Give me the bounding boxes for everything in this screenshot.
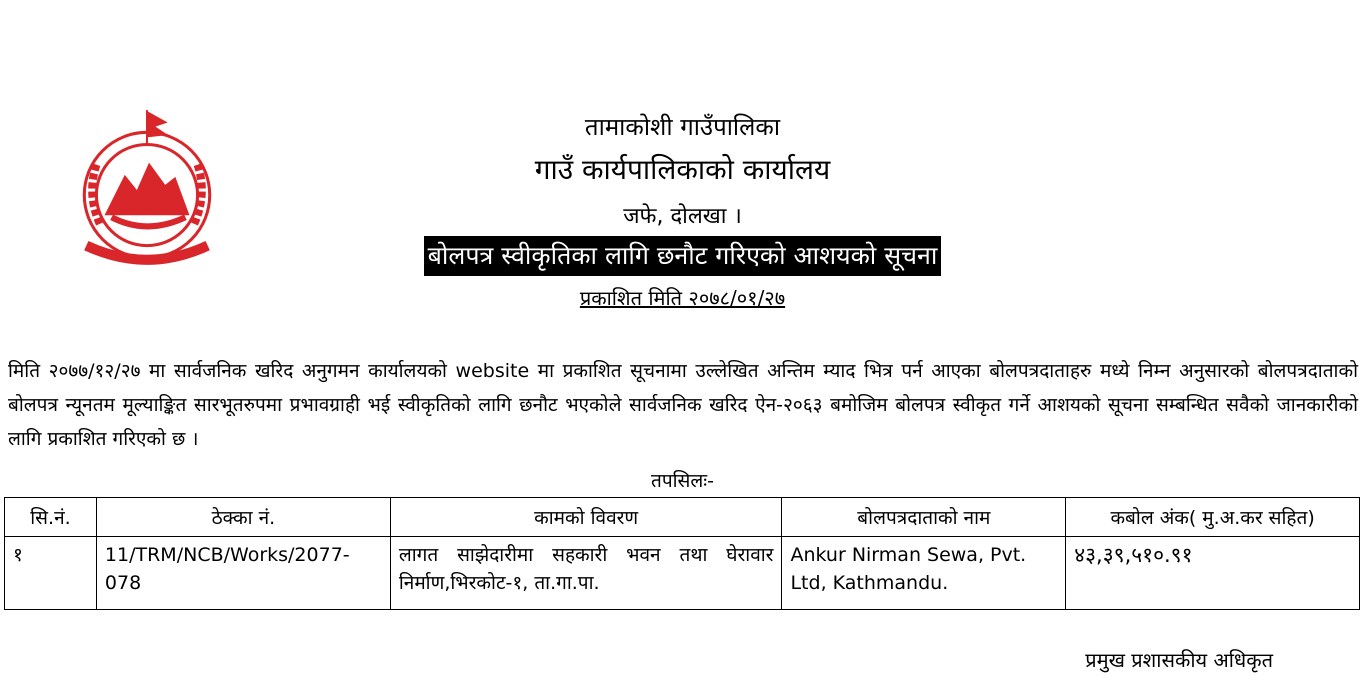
contract-table [4, 497, 1360, 610]
header-bidder-name: बोलपत्रदाताको नाम [782, 498, 1066, 537]
notice-title-wrap [0, 236, 1365, 276]
header-serial: सि.नं. [5, 498, 97, 537]
cell-bid-amount: ४३,३९,५१०.९१ [1066, 537, 1360, 610]
office-address: जफे, दोलखा । [623, 204, 742, 229]
header-work-description: कामको विवरण [390, 498, 782, 537]
published-date: प्रकाशित मिति २०७८/०१/२७ [579, 286, 786, 310]
org-name: तामाकोशी गाउँपालिका [584, 113, 781, 141]
notice-paragraph: मिति २०७७/१२/२७ मा सार्वजनिक खरिद अनुगमन कार्यालयको website मा प्रकाशित सूचनामा उल्लेखित अन्तिम म्याद भित्र पर्न आएका बोलपत्रदाताहरु मध्ये निम्न अनुसारको बोलपत्रदाताको बोलपत्र न्यूनतम मूल्याङ्कित सारभूतरुपमा प्रभावग्राही भई स्वीकृतिको लागि छनौट भएकोले सार्वजनिक खरिद ऐन-२०६३ बमोजिम बोलपत्र स्वीकृत गर्ने आशयको सूचना सम्बन्धित सवैको जानकारीको लागि प्रकाशित गरिएको छ । [8, 360, 1358, 450]
table-header-row [5, 498, 1360, 537]
signatory: प्रमुख प्रशासकीय अधिकृत [1085, 648, 1273, 672]
header-bid-amount: कबोल अंक( मु.अ.कर सहित) [1066, 498, 1360, 537]
table-row [5, 537, 1360, 610]
cell-contract-no: 11/TRM/NCB/Works/2077-078 [96, 537, 390, 610]
details-label: तपसिलः- [651, 470, 714, 492]
published-date-line [0, 284, 1365, 311]
notice-title: बोलपत्र स्वीकृतिका लागि छनौट गरिएको आशयको सूचना [424, 236, 942, 276]
cell-serial: १ [5, 537, 97, 610]
cell-bidder-name: Ankur Nirman Sewa, Pvt. Ltd, Kathmandu. [782, 537, 1066, 610]
office-name: गाउँ कार्यपालिकाको कार्यालय [534, 153, 831, 186]
header-contract-no: ठेक्का नं. [96, 498, 390, 537]
cell-work-description: लागत साझेदारीमा सहकारी भवन तथा घेरावार निर्माण,भिरकोट-१, ता.गा.पा. [390, 537, 782, 610]
